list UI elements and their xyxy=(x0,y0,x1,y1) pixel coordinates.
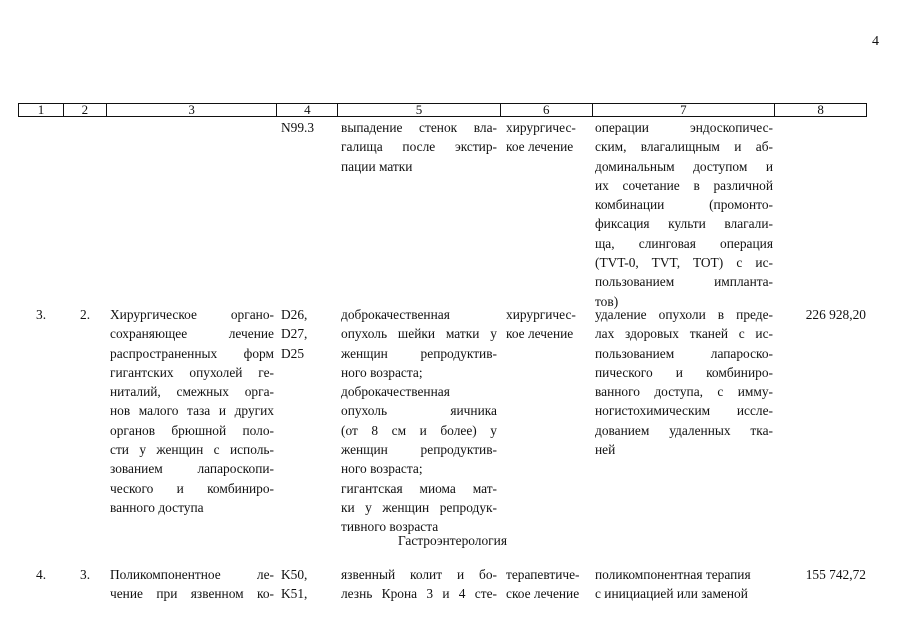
header-col-7: 7 xyxy=(593,104,776,116)
text-line: пользованием лапароско- xyxy=(595,345,773,361)
text-line: ческого и комбиниро- xyxy=(110,480,274,496)
text-line: D26, xyxy=(281,307,308,322)
text-line: тивного возраста xyxy=(341,519,439,535)
text-line: пользованием имплантa- xyxy=(595,274,773,290)
treatment-method xyxy=(595,565,773,604)
text-line: 226 928,20 xyxy=(805,307,866,322)
text-line: лезнь Крона 3 и 4 сте- xyxy=(341,586,497,602)
treatment-method xyxy=(595,305,773,459)
text-line: ногистохимическим иссле- xyxy=(595,403,773,419)
header-col-8: 8 xyxy=(817,102,824,117)
text-line: ней xyxy=(595,442,616,458)
text-line: их сочетание в различной xyxy=(595,177,773,193)
group-number xyxy=(80,565,104,584)
text-line: 3. xyxy=(36,307,47,322)
icd-codes xyxy=(281,305,337,363)
group-number xyxy=(80,305,104,324)
text-line: 155 742,72 xyxy=(805,567,866,582)
text-line: Хирургическое органо- xyxy=(110,307,274,322)
text-line: опухоль шейки матки у xyxy=(341,326,497,342)
text-line: тов) xyxy=(595,293,619,309)
text-line: фиксация культи влагали- xyxy=(595,216,773,232)
text-line: 4. xyxy=(36,567,47,582)
text-line: пации матки xyxy=(341,158,413,174)
text-line: галища после экстир- xyxy=(341,139,497,155)
text-line: ское лечение xyxy=(506,586,580,602)
row-number xyxy=(36,565,60,584)
text-line: ванного доступа, с иммy- xyxy=(595,384,773,400)
text-line: 2. xyxy=(80,307,91,322)
section-title: Гастроэнтерология xyxy=(398,533,507,548)
page-number: 4 xyxy=(872,34,879,49)
text-line: D25 xyxy=(281,345,305,361)
header-col-6: 6 xyxy=(501,104,593,116)
text-line: хирургичес- xyxy=(506,307,576,322)
text-line: доброкачественная xyxy=(341,384,450,400)
text-line: ки у женщин репродук- xyxy=(341,499,497,515)
text-line: опухоль яичника xyxy=(341,403,497,419)
text-line: ниталий, смежных орга- xyxy=(110,384,274,400)
text-line: поликомпонентная терапия xyxy=(595,567,751,582)
header-col-1: 1 xyxy=(19,104,64,116)
text-line: гигантская миома мат- xyxy=(341,480,497,496)
table-header-row xyxy=(18,103,867,117)
text-line: чение при язвенном ко- xyxy=(110,586,274,602)
care-type-name xyxy=(110,565,274,604)
text-line: операции эндоскопичес- xyxy=(595,120,773,135)
text-line: ванного доступа xyxy=(110,499,204,515)
text-line: удаление опухоли в преде- xyxy=(595,307,773,322)
continued-row-model xyxy=(341,118,497,176)
text-line: (TVT-0, TVT, TOT) с ис- xyxy=(595,255,773,271)
text-line: ща, слинговая операция xyxy=(595,235,773,251)
row-number xyxy=(36,305,60,324)
text-line: женщин репродуктив- xyxy=(341,442,497,458)
cost-value xyxy=(782,565,866,584)
text-line: комбинации (промонто- xyxy=(595,197,773,213)
text-line: женщин репродуктив- xyxy=(341,345,497,361)
text-line: распространенных форм xyxy=(110,345,274,361)
text-line: язвенный колит и бо- xyxy=(341,567,497,582)
text-line: Поликомпонентное ле- xyxy=(110,567,274,582)
text-line: 3. xyxy=(80,567,91,582)
text-line: с инициацией или заменой xyxy=(595,586,748,602)
icd-codes xyxy=(281,565,337,604)
text-line: K50, xyxy=(281,567,308,582)
continued-row-method xyxy=(595,118,773,311)
continued-row-treatment-type xyxy=(506,118,588,157)
text-line: сти у женщин с исполь- xyxy=(110,442,274,458)
header-col-2: 2 xyxy=(64,104,107,116)
text-line: D27, xyxy=(281,326,308,342)
text-line: ного возраста; xyxy=(341,364,423,380)
treatment-type xyxy=(506,565,588,604)
cost-value xyxy=(782,305,866,324)
text-line: кое лечение xyxy=(506,326,574,342)
text-line: выпадение стенок вла- xyxy=(341,120,497,135)
text-line: органов брюшной поло- xyxy=(110,422,274,438)
text-line: сохраняющее лечение xyxy=(110,326,274,342)
patient-model xyxy=(341,305,497,537)
text-line: доминальным доступом и xyxy=(595,158,773,174)
header-col-5: 5 xyxy=(338,104,501,116)
treatment-type xyxy=(506,305,588,344)
text-line: K51, xyxy=(281,586,308,602)
text-line: ским, влагалищным и аб- xyxy=(595,139,773,155)
text-line: зованием лапароскопи- xyxy=(110,461,274,477)
continued-row-code xyxy=(281,118,337,137)
text-line: дованием удаленных тка- xyxy=(595,422,773,438)
text-line: доброкачественная xyxy=(341,307,450,322)
text-line: ного возраста; xyxy=(341,461,423,477)
patient-model xyxy=(341,565,497,604)
header-col-4: 4 xyxy=(277,104,338,116)
text-line: гигантских опухолей ге- xyxy=(110,364,274,380)
care-type-name xyxy=(110,305,274,517)
text-line: нов малого таза и других xyxy=(110,403,274,419)
text-line: (от 8 см и более) у xyxy=(341,422,497,438)
text-line: лах здоровых тканей с ис- xyxy=(595,326,773,342)
text-line: терапевтиче- xyxy=(506,567,580,582)
text-line: пического и комбиниро- xyxy=(595,364,773,380)
text-line: кое лечение xyxy=(506,139,574,155)
text-line: N99.3 xyxy=(281,120,315,135)
header-col-3: 3 xyxy=(107,104,278,116)
text-line: хирургичес- xyxy=(506,120,576,135)
